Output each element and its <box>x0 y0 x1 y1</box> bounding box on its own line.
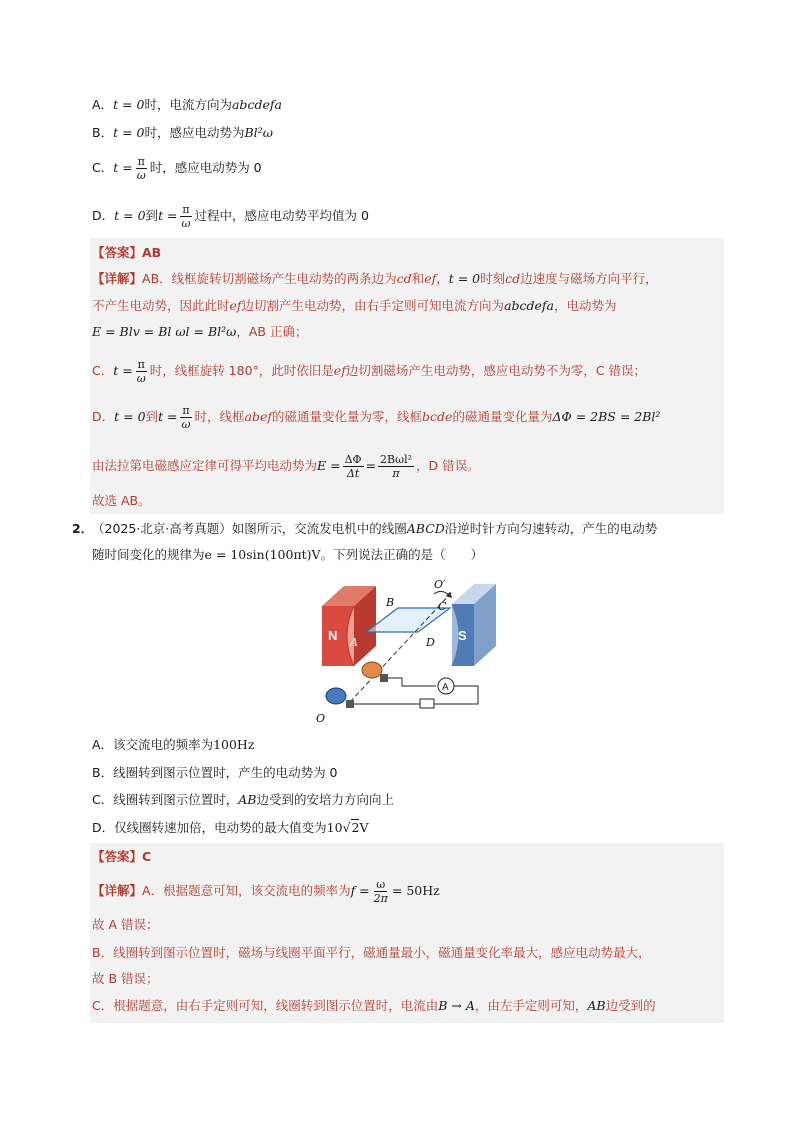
math-expr: abcdefa <box>231 97 282 112</box>
option-text: 时，感应电动势为 0 <box>149 160 262 175</box>
answer-label: 【答案】C <box>92 849 152 864</box>
option-letter: B． <box>92 125 114 140</box>
fraction: $\frac{\pi}{\omega}$ <box>181 203 191 230</box>
option-text: 时，感应电动势为 <box>144 125 245 140</box>
q2-option-d[interactable]: D．仅线圈转速加倍，电动势的最大值变为10√2V <box>92 820 369 835</box>
answer-block-q2 <box>90 843 724 1023</box>
fraction: $\frac{\omega}{2\pi}$ <box>373 878 388 905</box>
math-expr: t = 0 <box>113 125 145 140</box>
option-letter: C． <box>92 160 114 175</box>
label-o: O <box>316 712 326 725</box>
q2-detail-line-5: C．根据题意，由右手定则可知，线圈转到图示位置时，电流由B → A，由左手定则可知，AB边受到的 <box>92 998 656 1013</box>
q1-option-b[interactable] <box>92 124 273 142</box>
math-expr: t = <box>158 208 178 223</box>
slip-ring-2 <box>326 688 346 704</box>
option-text: 时，电流方向为 <box>144 97 232 112</box>
label-d: D <box>426 636 435 649</box>
math-expr: t = 0 <box>114 208 146 223</box>
q2-option-b[interactable]: B．线圈转到图示位置时，产生的电动势为 0 <box>92 765 338 780</box>
q1-option-a[interactable] <box>92 96 282 114</box>
label-s: S <box>458 628 467 643</box>
math-expr: Bl²ω <box>244 125 273 140</box>
q2-detail-line-4: 故 B 错误； <box>92 971 159 986</box>
q2-detail-line-1: 【详解】A．根据题意可知，该交流电的频率为f = $\frac{\omega}{2\pi}$ = 50Hz <box>92 878 440 905</box>
label-c: C <box>438 600 447 613</box>
brush-1 <box>380 674 388 682</box>
q2-option-a[interactable]: A．该交流电的频率为100Hz <box>92 737 255 752</box>
fraction: $\frac{\pi}{\omega}$ <box>136 358 146 385</box>
q2-stem-line-2: 随时间变化的规律为e = 10sin(100πt)V。下列说法正确的是（ ） <box>92 547 484 562</box>
label-a: A <box>350 636 358 649</box>
detail-line-6: 由法拉第电磁感应定律可得平均电动势为E = $\frac{\Delta\Phi}{\Delta t}$ = $\frac{\text{2Bωl²}}{\pi}$ ，D 错误。 <box>92 453 480 480</box>
math-expr: t = <box>113 160 133 175</box>
detail-line-1: 【详解】AB．线框旋转切割磁场产生电动势的两条边为cd和ef，t = 0时刻cd边速度与磁场方向平行， <box>92 271 658 286</box>
wire-1 <box>388 678 436 686</box>
math-expr: t = 0 <box>113 97 145 112</box>
fraction: $\frac{\pi}{\omega}$ <box>181 404 191 431</box>
brush-2 <box>346 700 354 708</box>
q2-detail-line-2: 故 A 错误； <box>92 917 159 932</box>
question-number: 2． <box>72 521 94 536</box>
answer-label: 【答案】AB <box>92 245 162 260</box>
detail-line-4: C．t = $\frac{\pi}{\omega}$ 时，线框旋转 180°，此时依旧是ef边切割磁场产生电动势，感应电动势不为零，C 错误； <box>92 358 647 385</box>
rotation-arrow <box>434 591 450 596</box>
label-b: B <box>386 596 395 609</box>
fraction: $\frac{\pi}{\omega}$ <box>136 155 146 182</box>
q2-detail-line-3: B．线圈转到图示位置时，磁场与线圈平面平行，磁通量最小，磁通量变化率最大，感应电动势最大， <box>92 945 651 960</box>
detail-line-5: D．t = 0到t = $\frac{\pi}{\omega}$ 时，线框abef的磁通量变化量为零，线框bcde的磁通量变化量为ΔΦ = 2BS = 2Bl² <box>92 404 661 431</box>
ammeter-label: A <box>442 682 449 693</box>
label-n: N <box>328 628 338 643</box>
q2-stem-line-1: （2025·北京·高考真题）如图所示，交流发电机中的线圈ABCD沿逆时针方向匀速转动，产生的电动势 <box>92 521 658 536</box>
slip-ring-1 <box>362 662 382 678</box>
q2-option-c[interactable]: C．线圈转到图示位置时，AB边受到的安培力方向向上 <box>92 792 394 807</box>
generator-figure <box>310 574 500 726</box>
label-o-prime: O′ <box>434 578 446 591</box>
option-letter: D． <box>92 208 115 223</box>
option-text: 过程中，感应电动势平均值为 0 <box>194 208 369 223</box>
resistor <box>420 699 434 708</box>
detail-line-2: 不产生电动势，因此此时ef边切割产生电动势，由右手定则可知电流方向为abcdefa，电动势为 <box>92 298 617 313</box>
q1-option-d[interactable]: D．t = 0到t = $\frac{\pi}{\omega}$ 过程中，感应电动势平均值为 0 <box>92 203 369 230</box>
q1-option-c[interactable] <box>92 155 262 182</box>
detail-line-3: E = Blv = Bl ωl = Bl²ω，AB 正确； <box>92 324 308 339</box>
detail-line-7: 故选 AB。 <box>92 493 151 508</box>
fraction: $\frac{\text{2Bωl²}}{\pi}$ <box>380 453 413 480</box>
option-letter: A． <box>92 97 114 112</box>
fraction: $\frac{\Delta\Phi}{\Delta t}$ <box>344 453 362 480</box>
